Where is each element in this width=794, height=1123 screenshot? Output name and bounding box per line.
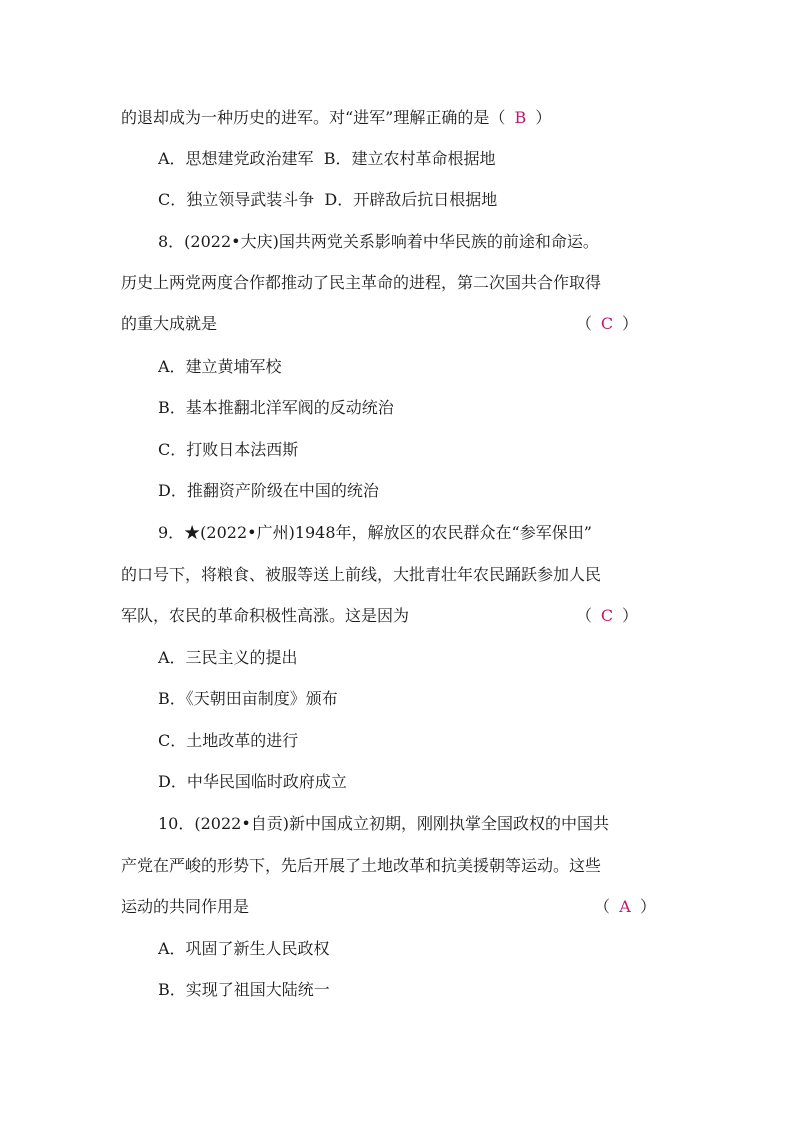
q9-stem-line-2: 的口号下，将粮食、被服等送上前线，大批青壮年农民踊跃参加人民 <box>121 565 602 584</box>
q9-option-c: C．土地改革的进行 <box>158 731 299 750</box>
q7-option-a: A．思想建党政治建军 <box>158 149 314 168</box>
q7-stem-text: 的退却成为一种历史的进军。对“进军”理解正确的是（ <box>121 108 506 127</box>
q10-stem-line-2: 产党在严峻的形势下，先后开展了土地改革和抗美援朝等运动。这些 <box>121 856 602 875</box>
q9-option-d: D．中华民国临时政府成立 <box>158 772 347 791</box>
q7-option-b: B．建立农村革命根据地 <box>323 149 496 168</box>
q9-stem-line-1: 9．★(2022•广州)1948年，解放区的农民群众在“参军保田” <box>158 523 592 542</box>
q10-answer-bracket <box>594 886 656 927</box>
q10-stem-line-1: 10．(2022•自贡)新中国成立初期，刚刚执掌全国政权的中国共 <box>158 814 610 833</box>
q7-option-d: D．开辟敌后抗日根据地 <box>324 190 498 209</box>
q10-close-paren: ） <box>640 897 657 916</box>
q8-stem-line-1: 8．(2022•大庆)国共两党关系影响着中华民族的前途和命运。 <box>158 232 599 251</box>
q9-answer: C <box>600 606 614 625</box>
q9-option-b: B．《天朝田亩制度》颁布 <box>158 689 338 708</box>
q7-answer: B <box>514 108 527 127</box>
q8-answer: C <box>600 314 614 333</box>
q9-close-paren: ） <box>622 606 639 625</box>
q10-option-a: A．巩固了新生人民政权 <box>158 939 330 958</box>
q10-stem-line-3: 运动的共同作用是 <box>121 897 250 916</box>
q7-options-row-1 <box>0 138 794 179</box>
q8-stem-line-2: 历史上两党两度合作都推动了民主革命的进程，第二次国共合作取得 <box>121 273 602 292</box>
q9-option-a: A．三民主义的提出 <box>158 648 298 667</box>
q10-open-paren: （ <box>594 897 611 916</box>
q7-stem-tail <box>0 97 794 138</box>
q7-option-c: C．独立领导武装斗争 <box>158 190 315 209</box>
q7-options-row-2 <box>0 179 794 220</box>
q8-option-b: B．基本推翻北洋军阀的反动统治 <box>158 398 394 417</box>
q8-stem-line-3: 的重大成就是 <box>121 314 218 333</box>
q8-answer-bracket <box>576 303 638 344</box>
q10-option-b: B．实现了祖国大陆统一 <box>158 980 330 999</box>
q9-stem-line-3: 军队，农民的革命积极性高涨。这是因为 <box>121 606 410 625</box>
q8-option-d: D．推翻资产阶级在中国的统治 <box>158 481 379 500</box>
q9-open-paren: （ <box>576 606 593 625</box>
q10-answer: A <box>619 897 631 916</box>
q8-open-paren: （ <box>576 314 593 333</box>
q7-close-paren: ） <box>535 108 552 127</box>
q9-answer-bracket <box>576 595 638 636</box>
q8-close-paren: ） <box>622 314 639 333</box>
q8-option-c: C．打败日本法西斯 <box>158 440 299 459</box>
q8-option-a: A．建立黄埔军校 <box>158 357 282 376</box>
